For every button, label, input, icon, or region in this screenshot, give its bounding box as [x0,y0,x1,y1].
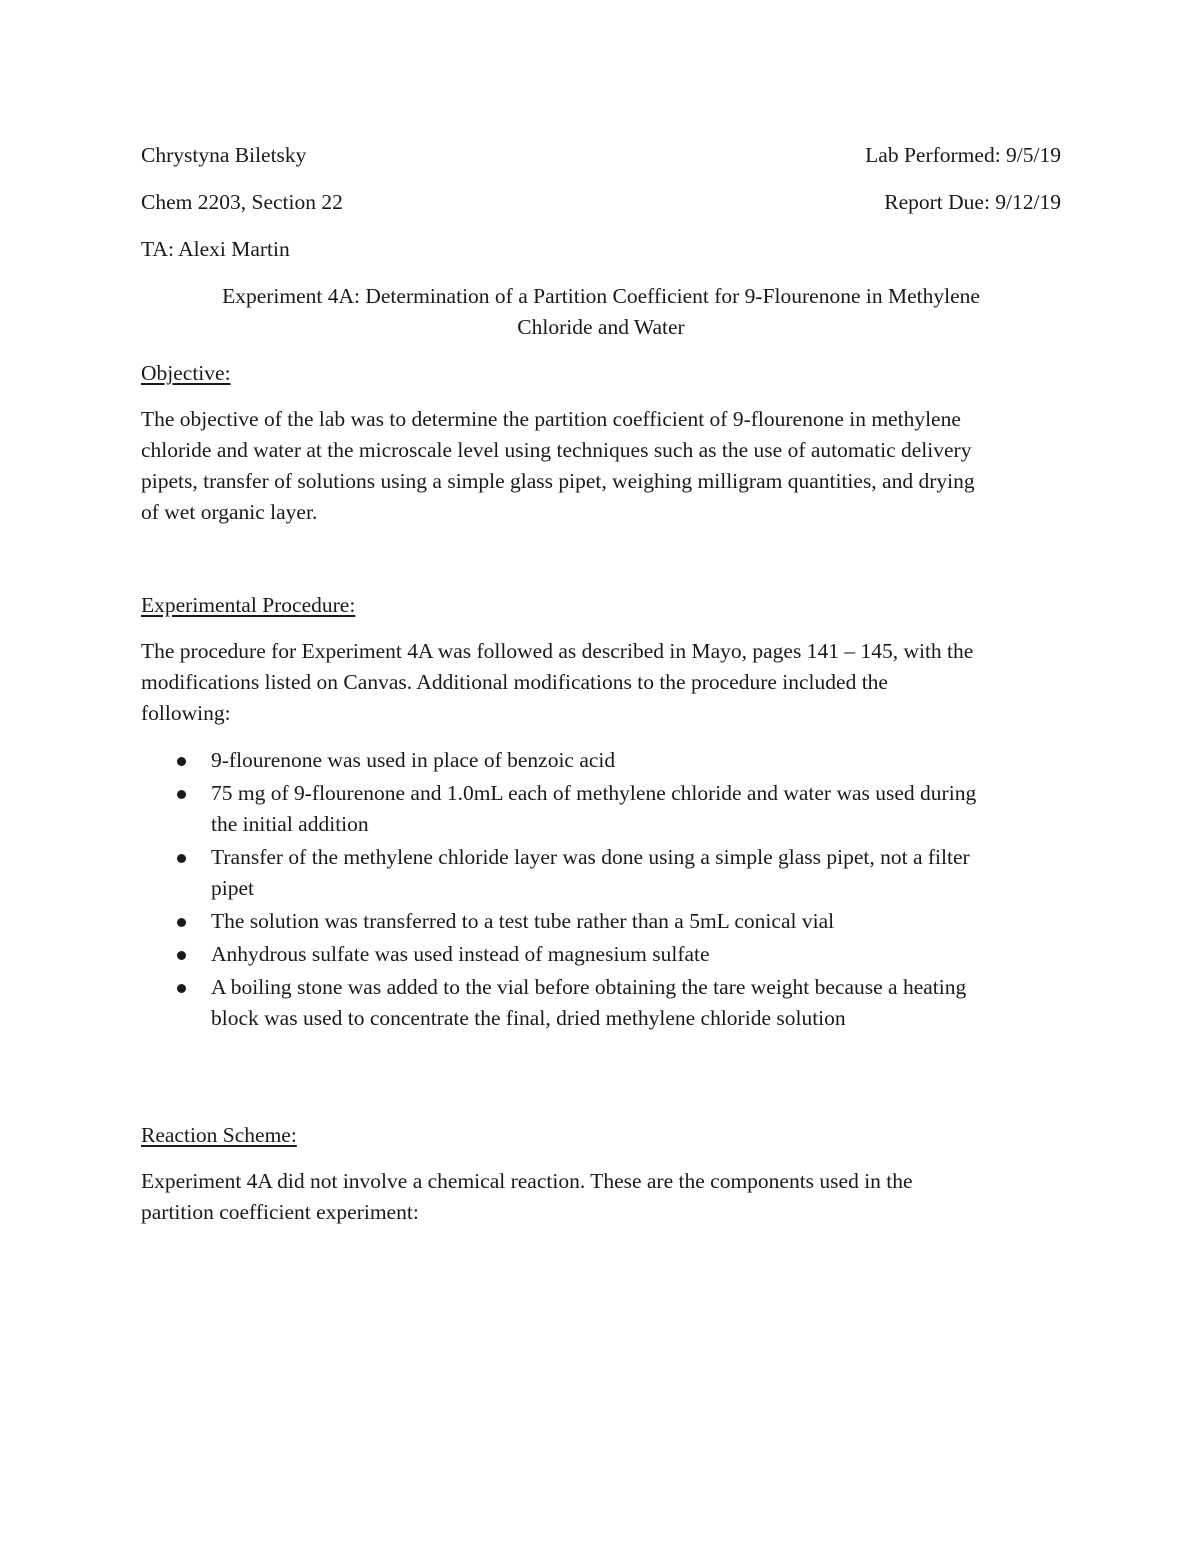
list-item [141,939,1061,970]
header-block [141,140,1061,265]
bullet-icon [177,984,186,993]
report-due-date: Report Due: 9/12/19 [884,190,1061,214]
objective-line: of wet organic layer. [141,500,318,524]
title-line-1: Experiment 4A: Determination of a Partition Coefficient for 9-Flourenone in Methylene [222,284,980,308]
student-name: Chrystyna Biletsky [141,143,307,167]
procedure-section [141,590,1061,1034]
list-item-text: 9-flourenone was used in place of benzoic acid [211,748,616,772]
reaction-heading: Reaction Scheme: [141,1123,297,1147]
objective-section [141,358,1061,528]
document-page [141,140,1061,1228]
header-row-2 [141,187,1061,218]
list-item-text: Anhydrous sulfate was used instead of magnesium sulfate [211,942,710,966]
bullet-icon [177,790,186,799]
objective-line: chloride and water at the microscale level using techniques such as the use of automatic delivery [141,438,972,462]
document-title [141,281,1061,343]
bullet-icon [177,854,186,863]
procedure-line: following: [141,701,231,725]
list-item-text: pipet [211,876,254,900]
list-item-text: 75 mg of 9-flourenone and 1.0mL each of methylene chloride and water was used during [211,781,977,805]
header-row-1 [141,140,1061,171]
list-item [141,778,1061,840]
bullet-icon [177,757,186,766]
list-item [141,842,1061,904]
teaching-assistant: TA: Alexi Martin [141,237,290,261]
reaction-line: partition coefficient experiment: [141,1200,419,1224]
title-line-2: Chloride and Water [517,315,685,339]
list-item-text: block was used to concentrate the final, dried methylene chloride solution [211,1006,846,1030]
list-item [141,745,1061,776]
list-item-text: The solution was transferred to a test tube rather than a 5mL conical vial [211,909,835,933]
lab-performed-date: Lab Performed: 9/5/19 [865,143,1061,167]
reaction-paragraph [141,1166,1061,1228]
bullet-icon [177,951,186,960]
objective-paragraph [141,404,1061,528]
objective-line: pipets, transfer of solutions using a simple glass pipet, weighing milligram quantities, and drying [141,469,975,493]
list-item [141,906,1061,937]
procedure-line: The procedure for Experiment 4A was followed as described in Mayo, pages 141 – 145, with the [141,639,974,663]
list-item-text: Transfer of the methylene chloride layer was done using a simple glass pipet, not a filter [211,845,970,869]
objective-heading: Objective: [141,361,231,385]
modifications-list [141,745,1061,1034]
procedure-heading: Experimental Procedure: [141,593,356,617]
list-item [141,972,1061,1034]
procedure-line: modifications listed on Canvas. Additional modifications to the procedure included the [141,670,888,694]
course-section: Chem 2203, Section 22 [141,190,343,214]
reaction-line: Experiment 4A did not involve a chemical reaction. These are the components used in the [141,1169,913,1193]
header-row-3 [141,234,1061,265]
list-item-text: the initial addition [211,812,369,836]
reaction-section [141,1120,1061,1228]
list-item-text: A boiling stone was added to the vial before obtaining the tare weight because a heating [211,975,967,999]
bullet-icon [177,918,186,927]
procedure-paragraph [141,636,1061,729]
objective-line: The objective of the lab was to determine the partition coefficient of 9-flourenone in methylene [141,407,961,431]
